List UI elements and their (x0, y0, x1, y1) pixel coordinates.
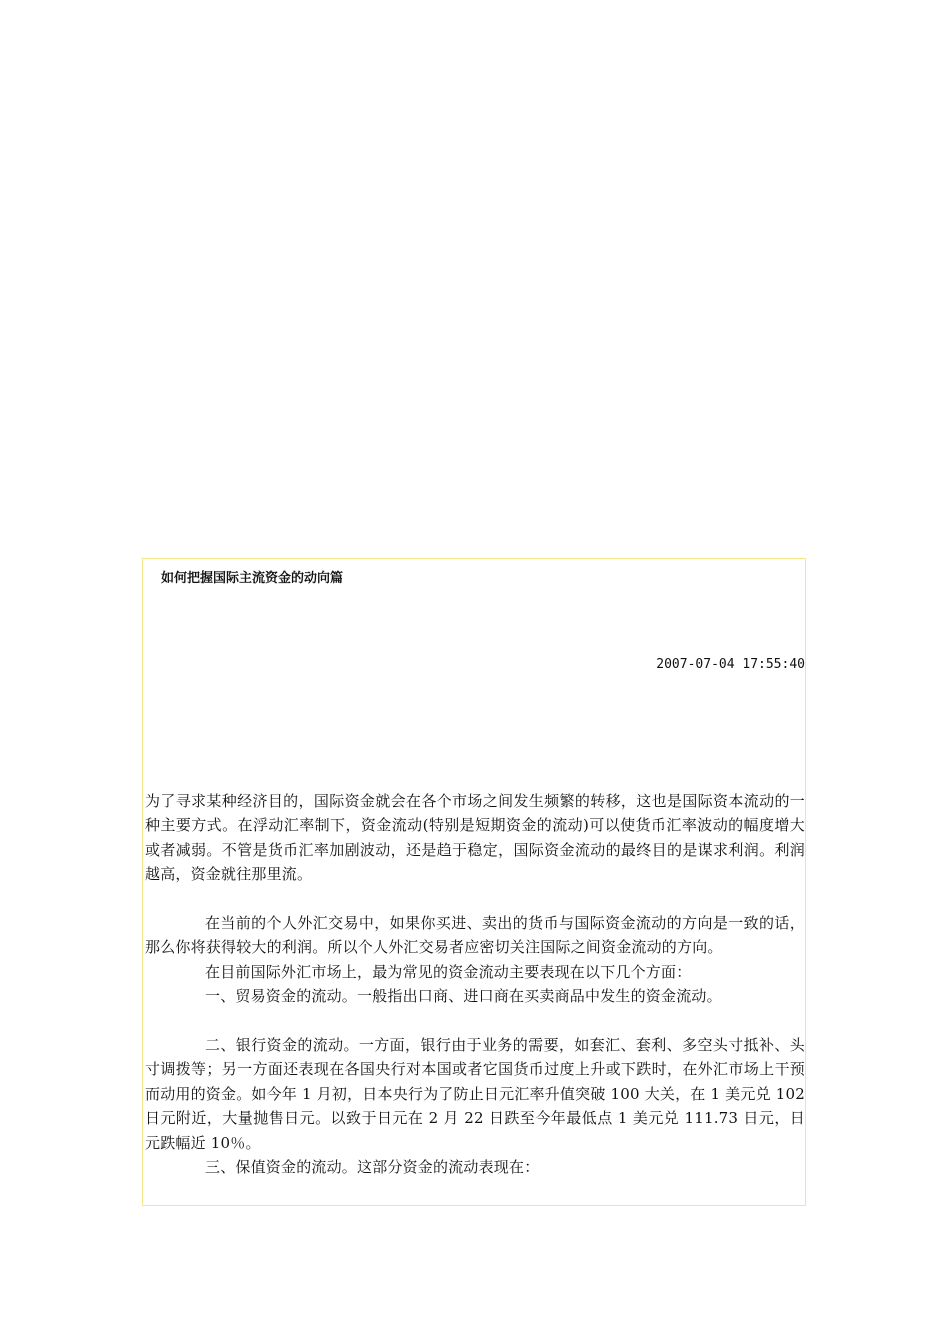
paragraph-hedge-funds: 三、保值资金的流动。这部分资金的流动表现在： (205, 1158, 540, 1177)
article-body (145, 789, 805, 1179)
paragraph-spacer (145, 1009, 805, 1033)
article-frame (142, 558, 806, 1206)
article-timestamp: 2007-07-04 17:55:40 (656, 657, 805, 672)
paragraph-intro: 为了寻求某种经济目的，国际资金就会在各个市场之间发生频繁的转移，这也是国际资本流动的一种主要方式。在浮动汇率制下，资金流动(特别是短期资金的流动)可以使货币汇率波动的幅度增大或者减弱。不管是货币汇率加剧波动，还是趋于稳定，国际资金流动的最终目的是谋求利润。利润越高，资金就往那里流。 (145, 792, 805, 884)
article-title: 如何把握国际主流资金的动向篇 (161, 571, 344, 586)
paragraph-trading-advice: 在当前的个人外汇交易中，如果你买进、卖出的货币与国际资金流动的方向是一致的话，那么你将获得较大的利润。所以个人外汇交易者应密切关注国际之间资金流动的方向。 (145, 914, 805, 957)
paragraph-main-forms: 在目前国际外汇市场上，最为常见的资金流动主要表现在以下几个方面： (205, 962, 692, 981)
paragraph-bank-funds: 二、银行资金的流动。一方面，银行由于业务的需要，如套汇、套利、多空头寸抵补、头寸调拨等；另一方面还表现在各国央行对本国或者它国货币过度上升或下跌时，在外汇市场上干预而动用的资金。如今年 1 月初，日本央行为了防止日元汇率升值突破 100 大关，在 1 美元兑 102 日元附近，大量抛售日元。以致于日元在 2 月 22 日跌至今年最低点 1 美元兑 111.73 日元，日元跌幅近 10％。 (145, 1036, 805, 1152)
paragraph-trade-funds: 一、贸易资金的流动。一般指出口商、进口商在买卖商品中发生的资金流动。 (205, 987, 722, 1006)
paragraph-spacer (145, 887, 805, 911)
